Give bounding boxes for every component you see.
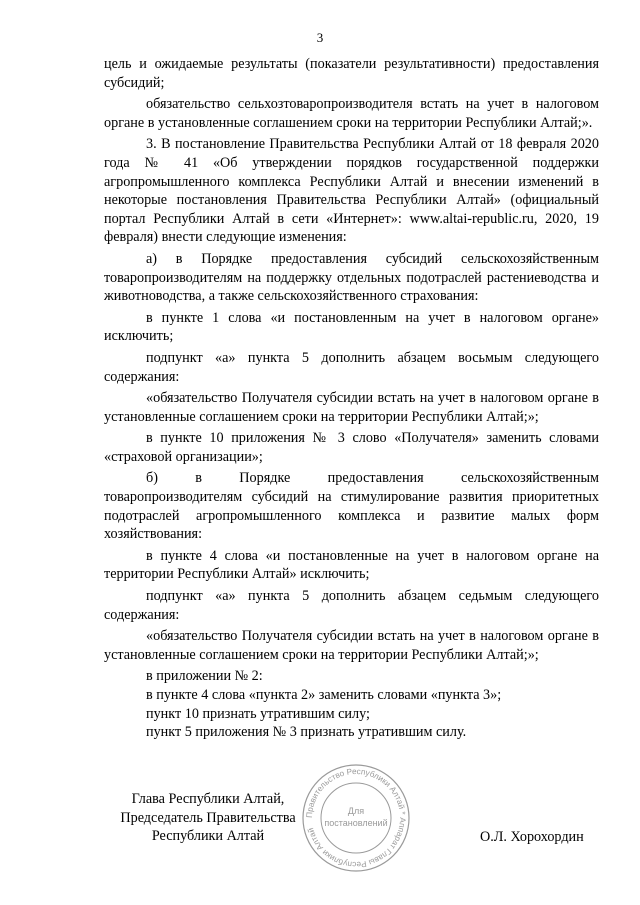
paragraph-subpoint-5a: подпункт «а» пункта 5 дополнить абзацем восьмым следующего содержания:	[104, 349, 599, 385]
paragraph-point-10-void: пункт 10 признать утратившим силу;	[146, 705, 370, 722]
paragraph-point-4-replace: в пункте 4 слова «пункта 2» заменить словами «пункта 3»;	[146, 687, 502, 703]
paragraph-point-10: в пункте 10 приложения № 3 слово «Получателя» заменить словами «страховой организации»;	[104, 430, 599, 465]
document-body	[104, 52, 599, 742]
signatory-title-line: Председатель Правительства	[120, 809, 296, 826]
paragraph-item-a: а) в Порядке предоставления субсидий сельскохозяйственным товаропроизводителям на поддержку отдельных подотраслей растениеводства и животноводства, а также сельскохозяйственного страхования:	[104, 250, 599, 305]
paragraph-tax-obligation: обязательство сельхозтоваропроизводителя встать на учет в налоговом органе в установленные соглашением сроки на территории Республики Алтай;».	[104, 96, 599, 131]
signatory-title-line: Глава Республики Алтай,	[131, 791, 285, 807]
paragraph-point-5-void: пункт 5 приложения № 3 признать утратившим силу.	[146, 724, 467, 741]
paragraph-item-b: б) в Порядке предоставления сельскохозяйственным товаропроизводителям субсидий на стимулирование развития приоритетных подотраслей агропромышленного комплекса и развитие малых форм хозяйствования:	[104, 470, 599, 543]
paragraph-resolution-3: 3. В постановление Правительства Республики Алтай от 18 февраля 2020 года № 41 «Об утверждении порядков государственной поддержки агропромышленного комплекса Республики Алтай и внесении изменений в некоторые постановления Правительства Республики Алтай» (официальный портал Республики Алтай в сети «Интернет»: www.altai-republic.ru, 2020, 19 февраля) внести следующие изменения:	[104, 136, 599, 246]
stamp-center-line: постановлений	[324, 818, 388, 828]
official-stamp-image	[300, 762, 412, 874]
paragraph-appendix-2: в приложении № 2:	[146, 668, 263, 685]
stamp-center-line: Для	[347, 806, 365, 816]
paragraph-point-1: в пункте 1 слова «и постановленным на учет в налоговом органе» исключить;	[104, 309, 599, 345]
signatory-name: О.Л. Хорохордин	[480, 829, 584, 845]
paragraph-quote-obligation: «обязательство Получателя субсидии встать на учет в налоговом органе в установленные соглашением сроки на территории Республики Алтай;»;	[104, 390, 599, 425]
paragraph-goals: цель и ожидаемые результаты (показатели результативности) предоставления субсидий;	[104, 56, 599, 91]
page-number: 3	[316, 30, 324, 45]
paragraph-quote-obligation-b: «обязательство Получателя субсидии встать на учет в налоговом органе в установленные соглашением сроки на территории Республики Алтай;»;	[104, 628, 599, 663]
paragraph-point-4: в пункте 4 слова «и постановленные на учет в налоговом органе на территории Республики Алтай» исключить;	[104, 547, 599, 583]
stamp-ring-text: Правительство Республики Алтай * Аппарат Главы Республики Алтай	[304, 766, 408, 870]
paragraph-subpoint-5a-b: подпункт «а» пункта 5 дополнить абзацем седьмым следующего содержания:	[104, 588, 599, 623]
signatory-title-line: Республики Алтай	[151, 828, 265, 845]
signatory-title	[108, 790, 308, 846]
